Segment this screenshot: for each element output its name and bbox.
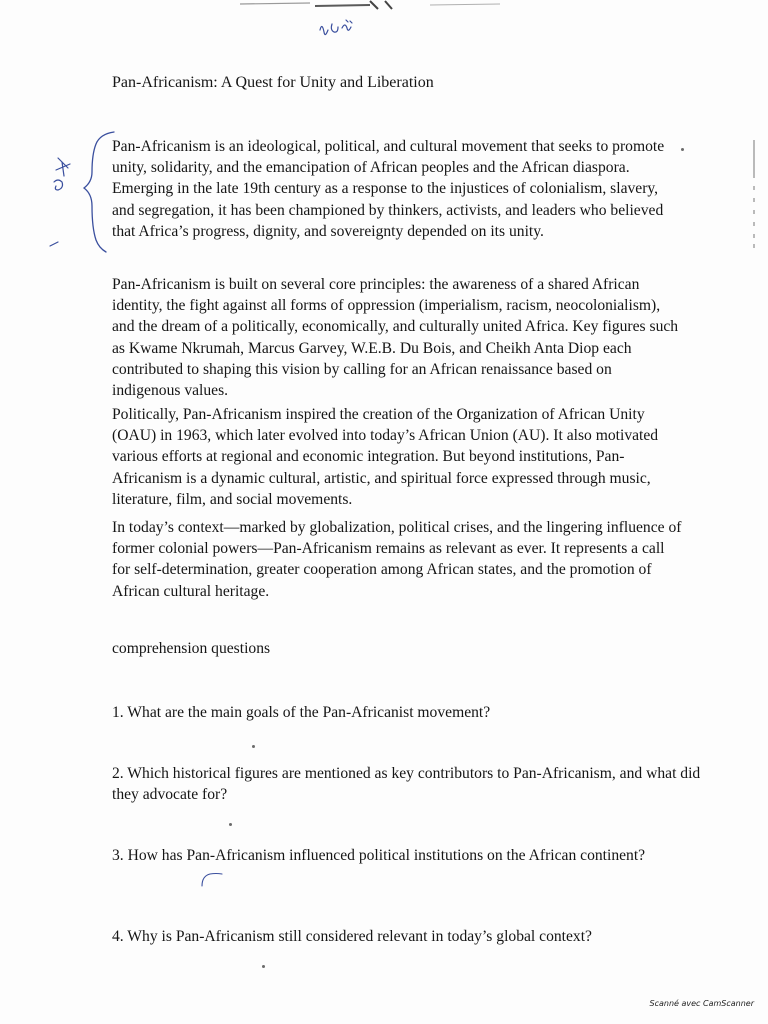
question-1: 1. What are the main goals of the Pan-Africanist movement? (112, 704, 491, 721)
paragraph-todays-context: In today’s context—marked by globalization, political crises, and the lingering influence of former colonial powers—Pan-Africanism remains as relevant as ever. It represents a call for self-determination, greater cooperation among African states, and the promotion of African cultural heritage. (112, 519, 682, 600)
pen-stroke-mark-icon (198, 868, 224, 888)
scan-right-edge-marks (750, 140, 758, 250)
stray-dot (252, 745, 255, 748)
handwritten-scribble-icon (316, 16, 360, 42)
question-4: 4. Why is Pan-Africanism still considered relevant in today’s global context? (112, 928, 592, 945)
comprehension-heading: comprehension questions (112, 640, 271, 657)
scan-top-smudge (220, 0, 520, 10)
paragraph-introduction: Pan-Africanism is an ideological, political, and cultural movement that seeks to promote unity, solidarity, and the emancipation of African peoples and the African diaspora. Emerging in the late 19th century as a response to the injustices of colonialism, slavery, and segregation, it has been championed by thinkers, activists, and leaders who believed that Africa’s progress, dignity, and sovereignty depended on its unity. (112, 138, 665, 240)
stray-dot (262, 965, 265, 968)
paragraph-core-principles: Pan-Africanism is built on several core principles: the awareness of a shared African identity, the fight against all forms of oppression (imperialism, racism, neocolonialism), and the dream of a politically, economically, and culturally united Africa. Key figures such as Kwame Nkrumah, Marcus Garvey, W.E.B. Du Bois, and Cheikh Anta Diop each contributed to shaping this vision by calling for an African renaissance based on indigenous values. (112, 276, 679, 400)
stray-dot (229, 823, 232, 826)
document-title: Pan-Africanism: A Quest for Unity and Liberation (112, 74, 434, 91)
paragraph-political-impact: Politically, Pan-Africanism inspired the creation of the Organization of African Unity (OAU) in 1963, which later evolved into today’s African Union (AU). It also motivated various efforts at regional and economic integration. But beyond institutions, Pan-Africanism is a dynamic cultural, artistic, and spiritual force expressed through music, literature, film, and social movements. (112, 406, 659, 508)
question-3: 3. How has Pan-Africanism influenced political institutions on the African continent? (112, 847, 646, 864)
question-2: 2. Which historical figures are mentioned as key contributors to Pan-Africanism, and what did they advocate for? (112, 765, 701, 804)
margin-bracket-annotation-icon (48, 128, 118, 258)
scanner-watermark: Scanné avec CamScanner (649, 999, 754, 1008)
